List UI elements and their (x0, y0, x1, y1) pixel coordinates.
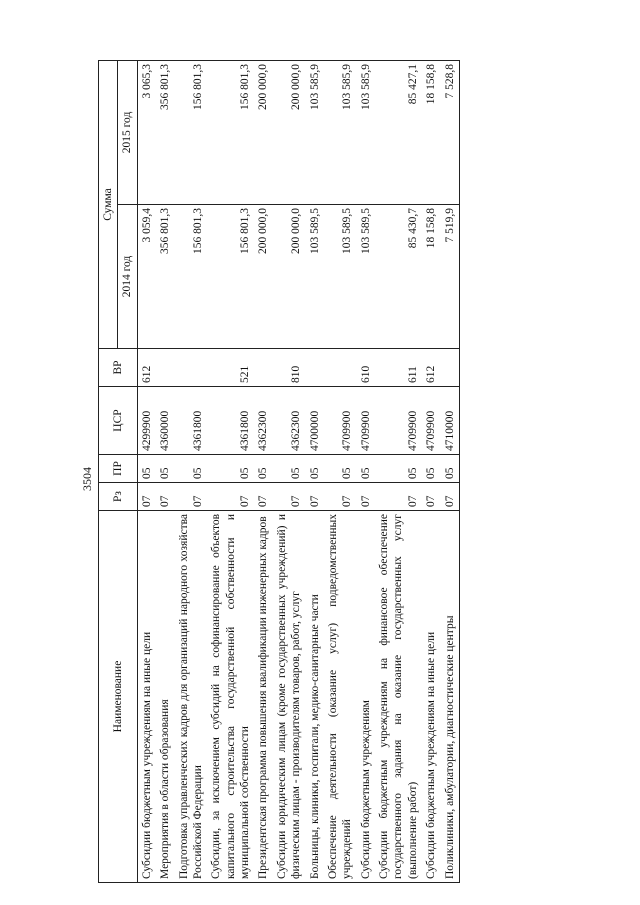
header-pr: ПР (99, 455, 138, 483)
row-2015: 200 000,0 (254, 60, 272, 204)
header-2014: 2014 год (118, 205, 137, 349)
row-pr: 05 (357, 455, 375, 483)
row-pr: 05 (156, 455, 174, 483)
row-vr (306, 349, 324, 387)
row-pr: 05 (324, 455, 357, 483)
row-2014: 3 059,4 (137, 205, 156, 349)
row-rz: 07 (254, 483, 272, 511)
row-rz: 07 (156, 483, 174, 511)
row-rz: 07 (207, 483, 254, 511)
row-rz: 07 (441, 483, 460, 511)
row-pr: 05 (422, 455, 440, 483)
row-csr: 4361800 (175, 387, 208, 455)
table-row (137, 60, 156, 882)
row-name: Президентская программа повышения квалификации инженерных кадров (254, 511, 272, 883)
row-pr: 05 (441, 455, 460, 483)
row-name: Мероприятия в области образования (156, 511, 174, 883)
row-csr: 4709900 (324, 387, 357, 455)
row-2014: 103 589,5 (324, 205, 357, 349)
row-rz: 07 (273, 483, 306, 511)
row-2015: 156 801,3 (207, 60, 254, 204)
row-vr (441, 349, 460, 387)
header-vr: ВР (99, 349, 138, 387)
table-row (273, 60, 306, 882)
row-2014: 156 801,3 (207, 205, 254, 349)
rotated-content (80, 61, 610, 883)
header-rz: Рз (99, 483, 138, 511)
row-pr: 05 (273, 455, 306, 483)
table-row (254, 60, 272, 882)
table-row (175, 60, 208, 882)
row-rz: 07 (137, 483, 156, 511)
header-name: Наименование (99, 511, 138, 883)
row-vr (324, 349, 357, 387)
row-2014: 18 158,8 (422, 205, 440, 349)
row-name: Субсидии бюджетным учреждениям на иные цели (422, 511, 440, 883)
header-csr: ЦСР (99, 387, 138, 455)
row-csr: 4361800 (207, 387, 254, 455)
row-rz: 07 (375, 483, 422, 511)
table-row (306, 60, 324, 882)
row-csr: 4709900 (375, 387, 422, 455)
row-vr: 611 (375, 349, 422, 387)
row-2015: 156 801,3 (175, 60, 208, 204)
table-row (324, 60, 357, 882)
row-csr: 4299900 (137, 387, 156, 455)
row-csr: 4709900 (422, 387, 440, 455)
table-row (156, 60, 174, 882)
row-name: Подготовка управленческих кадров для организаций народного хозяйства Российской Федерации (175, 511, 208, 883)
row-rz: 07 (324, 483, 357, 511)
row-2014: 356 801,3 (156, 205, 174, 349)
table-header (99, 60, 138, 882)
table-row (375, 60, 422, 882)
row-vr: 810 (273, 349, 306, 387)
row-name: Субсидии бюджетным учреждениям (357, 511, 375, 883)
row-pr: 05 (175, 455, 208, 483)
row-rz: 07 (175, 483, 208, 511)
row-csr: 4362300 (254, 387, 272, 455)
row-rz: 07 (422, 483, 440, 511)
row-2015: 85 427,1 (375, 60, 422, 204)
row-2014: 200 000,0 (254, 205, 272, 349)
row-2014: 85 430,7 (375, 205, 422, 349)
header-sum: Сумма (99, 60, 118, 348)
row-vr: 612 (137, 349, 156, 387)
row-2014: 156 801,3 (175, 205, 208, 349)
table-row (422, 60, 440, 882)
table-row (441, 60, 460, 882)
budget-table (98, 60, 460, 883)
row-name: Обеспечение деятельности (оказание услуг) подведомственных учреждений (324, 511, 357, 883)
row-2015: 18 158,8 (422, 60, 440, 204)
row-2014: 103 589,5 (357, 205, 375, 349)
row-2015: 3 065,3 (137, 60, 156, 204)
row-pr: 05 (306, 455, 324, 483)
row-2014: 103 589,5 (306, 205, 324, 349)
row-rz: 07 (357, 483, 375, 511)
table-body (137, 60, 459, 882)
row-name: Субсидии юридическим лицам (кроме государственных учреждений) и физическим лицам - производителям товаров, работ, услуг (273, 511, 306, 883)
row-rz: 07 (306, 483, 324, 511)
row-name: Поликлиники, амбулатории, диагностические центры (441, 511, 460, 883)
row-pr: 05 (375, 455, 422, 483)
header-2015: 2015 год (118, 60, 137, 204)
row-2015: 103 585,9 (324, 60, 357, 204)
row-pr: 05 (254, 455, 272, 483)
row-csr: 4362300 (273, 387, 306, 455)
table-row (207, 60, 254, 882)
row-name: Субсидии бюджетным учреждениям на иные цели (137, 511, 156, 883)
row-2014: 200 000,0 (273, 205, 306, 349)
row-csr: 4700000 (306, 387, 324, 455)
row-pr: 05 (207, 455, 254, 483)
row-vr (156, 349, 174, 387)
row-vr: 521 (207, 349, 254, 387)
row-csr: 4710000 (441, 387, 460, 455)
page-number: 3504 (80, 467, 94, 491)
row-2015: 7 528,8 (441, 60, 460, 204)
row-pr: 05 (137, 455, 156, 483)
table-row (357, 60, 375, 882)
row-2015: 200 000,0 (273, 60, 306, 204)
row-2015: 103 585,9 (306, 60, 324, 204)
row-2015: 103 585,9 (357, 60, 375, 204)
row-vr: 612 (422, 349, 440, 387)
row-csr: 4709900 (357, 387, 375, 455)
row-vr (175, 349, 208, 387)
row-vr: 610 (357, 349, 375, 387)
row-2015: 356 801,3 (156, 60, 174, 204)
row-name: Субсидии, за исключением субсидий на софинансирование объектов капитального строительства государственной собственности и муниципальной собственности (207, 511, 254, 883)
row-name: Субсидии бюджетным учреждениям на финансовое обеспечение государственного задания на оказание государственных услуг (выполнение работ) (375, 511, 422, 883)
row-2014: 7 519,9 (441, 205, 460, 349)
row-csr: 4360000 (156, 387, 174, 455)
row-vr (254, 349, 272, 387)
row-name: Больницы, клиники, госпитали, медико-санитарные части (306, 511, 324, 883)
